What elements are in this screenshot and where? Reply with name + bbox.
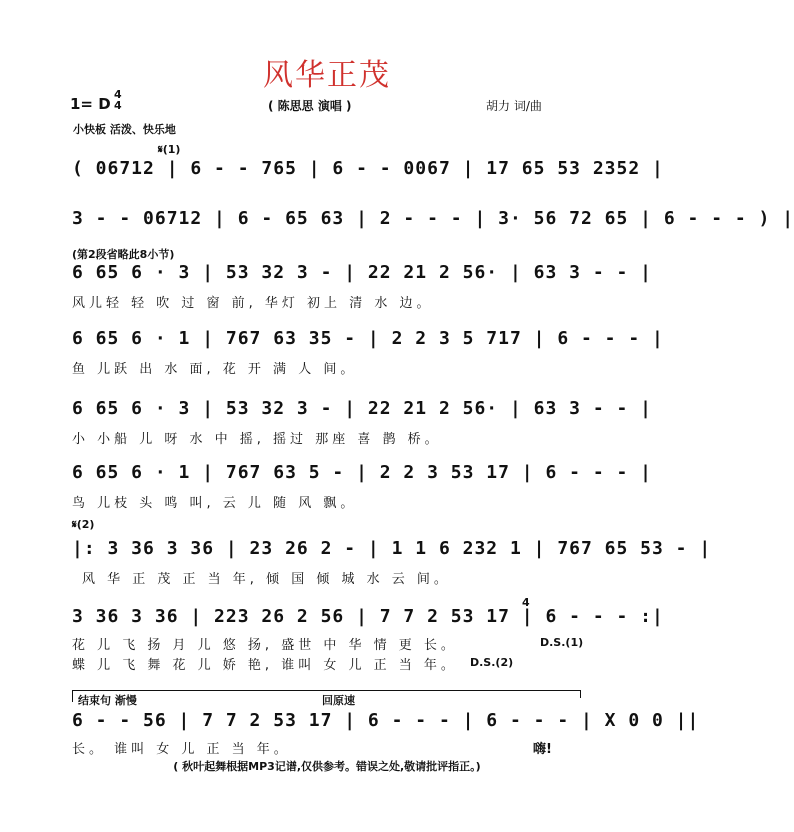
segno-1: 𝄋(1) [158,143,181,156]
lyric-row-9: 长。 谁叫 女 儿 正 当 年。 [72,742,291,757]
key-signature: 1= D [70,95,111,113]
time-signature [114,89,122,111]
lyric-row-8-verse-2: 蝶 儿 飞 舞 花 儿 娇 艳, 谁叫 女 儿 正 当 年。 [72,658,458,673]
ending-bracket-line [72,690,580,691]
time-signature-top: 4 [114,88,122,101]
lyric-row-3: 风儿轻 轻 吹 过 窗 前, 华灯 初上 清 水 边。 [72,296,434,311]
score-row-7: |: 3 36 3 36 | 23 26 2 - | 1 1 6 232 1 | 767 65 53 - | [72,538,712,559]
return-tempo: 回原速 [322,694,355,707]
author-credit: 胡力 词/曲 [486,99,542,113]
lyric-row-5: 小 小船 儿 呀 水 中 摇, 摇过 那座 喜 鹊 桥。 [72,432,442,447]
score-row-2: 3 - - 06712 | 6 - 65 63 | 2 - - - | 3· 56 72 65 | 6 - - - ) | [72,208,794,229]
ds-1: D.S.(1) [540,636,584,649]
score-row-3: 6 65 6 · 3 | 53 32 3 - | 22 21 2 56· | 63 3 - - | [72,262,653,283]
shout-lyric: 嗨! [533,742,552,757]
score-row-9: 6 - - 56 | 7 7 2 53 17 | 6 - - - | 6 - - - | X 0 0 || [72,710,700,731]
time-signature-bottom: 4 [114,99,122,112]
ds-2: D.S.(2) [470,656,514,669]
ending-bracket-right [580,690,581,698]
song-title: 风华正茂 [263,58,391,93]
repeat-count: 4 [522,596,530,609]
lyric-row-6: 鸟 儿枝 头 鸣 叫, 云 儿 随 风 飘。 [72,496,358,511]
lyric-row-7: 风 华 正 茂 正 当 年, 倾 国 倾 城 水 云 间。 [82,572,451,587]
lyric-row-8: 花 儿 飞 扬 月 儿 悠 扬, 盛世 中 华 情 更 长。 [72,638,458,653]
abbrev-note: (第2段省略此8小节) [72,248,175,261]
score-row-4: 6 65 6 · 1 | 767 63 35 - | 2 2 3 5 717 | 6 - - - | [72,328,664,349]
tempo-marking: 小快板 活泼、快乐地 [73,123,176,136]
lyric-row-4: 鱼 儿跃 出 水 面, 花 开 满 人 间。 [72,362,358,377]
ending-label: 结束句 渐慢 [78,694,137,707]
ending-bracket-left [72,690,73,702]
footer-note: ( 秋叶起舞根据MP3记谱,仅供参考。错误之处,敬请批评指正。) [173,760,481,773]
score-row-5: 6 65 6 · 3 | 53 32 3 - | 22 21 2 56· | 63 3 - - | [72,398,653,419]
segno-2: 𝄋(2) [72,518,95,531]
score-row-8: 3 36 3 36 | 223 26 2 56 | 7 7 2 53 17 | 6 - - - :| [72,606,664,627]
singer-credit: ( 陈思思 演唱 ) [268,99,352,113]
score-row-6: 6 65 6 · 1 | 767 63 5 - | 2 2 3 53 17 | 6 - - - | [72,462,653,483]
score-row-1: ( 06712 | 6 - - 765 | 6 - - 0067 | 17 65 53 2352 | [72,158,664,179]
